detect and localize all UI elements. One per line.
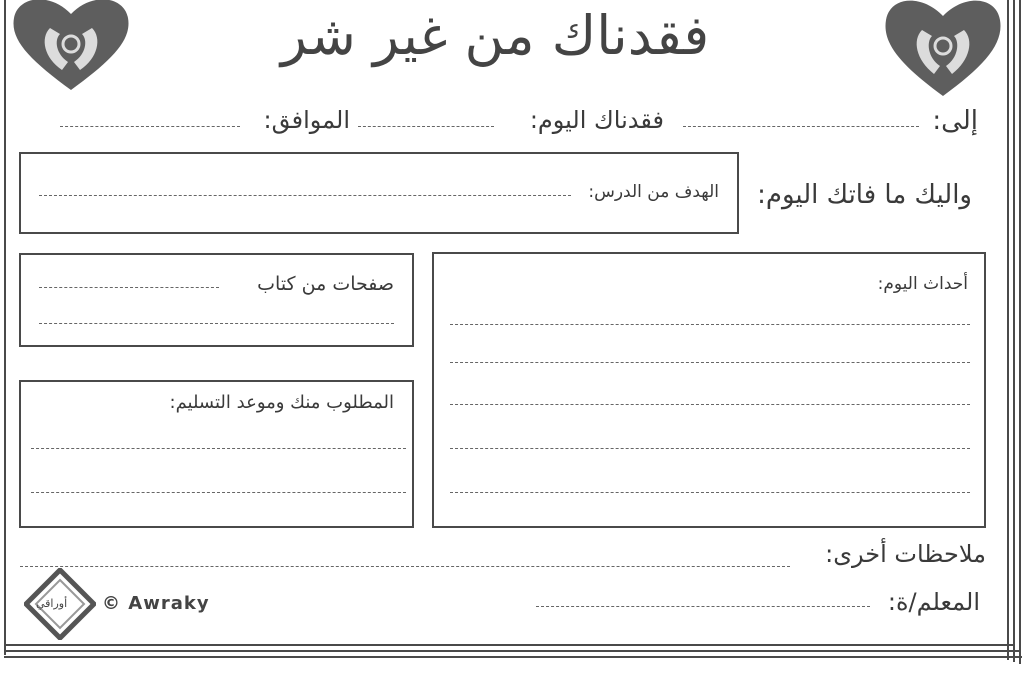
missed-today-label: فقدناك اليوم:	[529, 106, 664, 134]
copyright-text: © Awraky	[102, 593, 210, 614]
notes-label: ملاحظات أخرى:	[825, 540, 986, 568]
lesson-goal-label: الهدف من الدرس:	[588, 182, 719, 202]
frame-right-line	[1007, 0, 1009, 660]
frame-right-line-2	[1013, 0, 1015, 662]
frame-bottom-line-2	[4, 650, 1019, 652]
book-pages-label: صفحات من كتاب	[257, 273, 394, 295]
logo-text: أوراقي	[36, 597, 68, 610]
missed-section-label: واليك ما فاتك اليوم:	[757, 180, 972, 210]
required-field-2[interactable]	[31, 492, 406, 493]
events-field-5[interactable]	[450, 492, 970, 493]
events-box	[432, 252, 986, 528]
required-label: المطلوب منك وموعد التسليم:	[169, 392, 394, 413]
frame-bottom-line	[4, 644, 1014, 646]
frame-bottom-line-3	[4, 656, 1022, 658]
required-box	[19, 380, 414, 528]
frame-right-line-3	[1019, 0, 1021, 664]
notes-field[interactable]	[20, 566, 790, 567]
to-label: إلى:	[932, 106, 978, 136]
missed-today-field[interactable]	[358, 126, 494, 127]
events-field-3[interactable]	[450, 404, 970, 405]
events-field-4[interactable]	[450, 448, 970, 449]
teacher-field[interactable]	[536, 606, 870, 607]
heart-hands-icon	[882, 0, 1004, 98]
required-field-1[interactable]	[31, 448, 406, 449]
page-title: فقدناك من غير شر	[280, 4, 710, 67]
to-field[interactable]	[683, 126, 919, 127]
date-label: الموافق:	[263, 106, 350, 134]
date-field[interactable]	[60, 126, 240, 127]
events-field-2[interactable]	[450, 362, 970, 363]
lesson-goal-field[interactable]	[39, 195, 571, 196]
frame-left-line	[4, 0, 6, 655]
teacher-label: المعلم/ة:	[887, 588, 980, 616]
book-pages-box	[19, 253, 414, 347]
book-pages-field-1[interactable]	[39, 287, 219, 288]
events-label: أحداث اليوم:	[877, 274, 968, 294]
lesson-goal-box	[19, 152, 739, 234]
heart-hands-icon	[10, 0, 132, 92]
events-field-1[interactable]	[450, 324, 970, 325]
book-pages-field-2[interactable]	[39, 323, 394, 324]
